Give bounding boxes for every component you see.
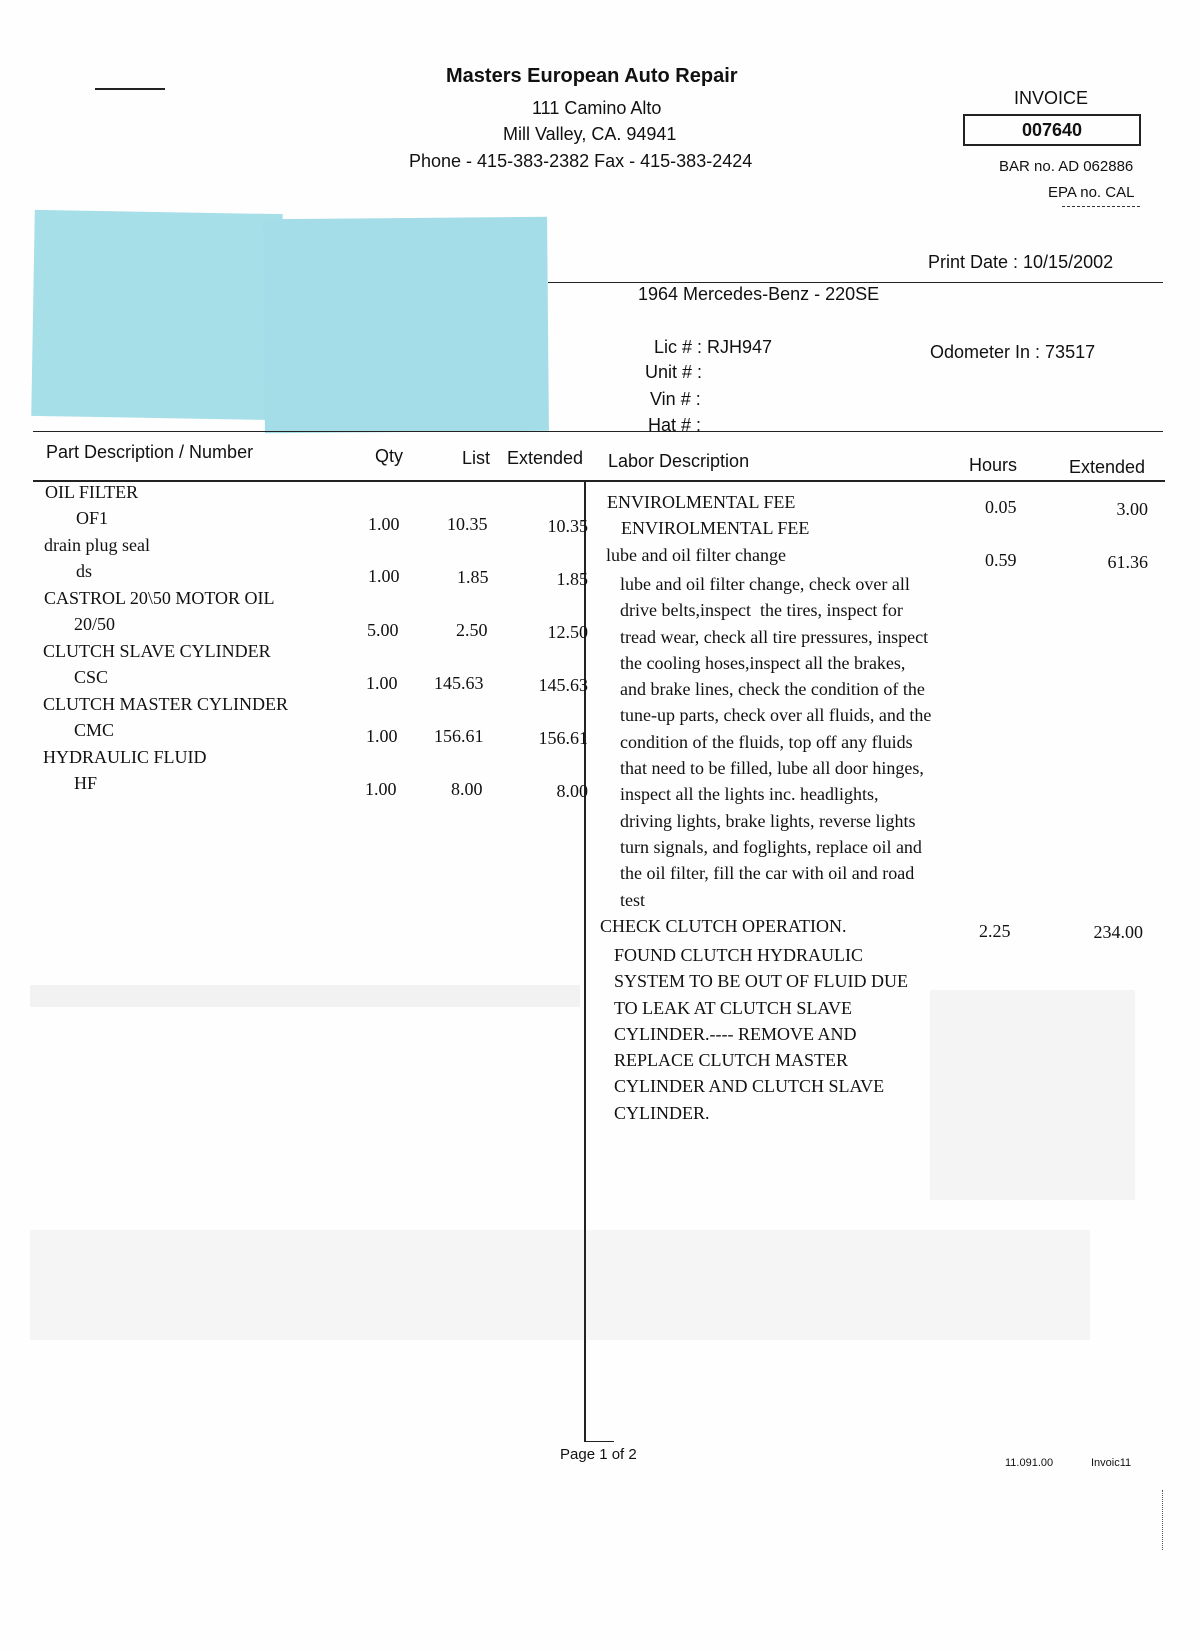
labor-hours: 2.25 [979, 921, 1011, 941]
labor-title: CHECK CLUTCH OPERATION. [600, 916, 847, 936]
part-list: 145.63 [434, 673, 484, 693]
form-code: 11.091.00 [1005, 1457, 1054, 1469]
part-extended: 145.63 [538, 675, 588, 695]
company-phone-fax: Phone - 415-383-2382 Fax - 415-383-2424 [409, 151, 753, 171]
invoice-label: INVOICE [1014, 88, 1089, 108]
part-extended: 10.35 [547, 516, 588, 536]
part-number: 20/50 [74, 614, 116, 634]
part-extended: 8.00 [556, 781, 588, 801]
part-number: ds [76, 561, 93, 581]
part-number: HF [74, 773, 98, 793]
part-number: CSC [74, 667, 109, 687]
bleed-through-shadow [930, 990, 1135, 1200]
part-qty: 1.00 [368, 514, 400, 534]
part-qty: 1.00 [366, 673, 398, 693]
part-name: CLUTCH MASTER CYLINDER [43, 694, 289, 714]
parts-header-extended: Extended [507, 448, 584, 468]
table-header-rule [33, 480, 1165, 482]
invoice-number: 007640 [963, 114, 1141, 146]
part-number: OF1 [76, 508, 109, 528]
labor-detail: lube and oil filter change, check over all drive belts,inspect the tires, inspect for tread wear, check all tire pressures, inspect the cooling hoses,inspect all the brakes, and brake lines, check the condition of the tune-up parts, check over all fluids, and the condition of the fluids, top off any fluids that need to be filled, lube all door hinges, inspect all the lights inc. headlights, driving lights, brake lights, reverse lights turn signals, and foglights, replace oil and the oil filter, fill the car with oil and road test [620, 574, 932, 910]
part-extended: 156.61 [538, 728, 588, 748]
labor-hours: 0.05 [985, 497, 1017, 517]
part-list: 10.35 [447, 514, 488, 534]
labor-hours: 0.59 [985, 550, 1017, 570]
bleed-through-shadow [30, 1230, 1090, 1340]
part-name: HYDRAULIC FLUID [43, 747, 207, 767]
company-address: 111 Camino Alto [532, 98, 662, 118]
part-qty: 1.00 [366, 726, 398, 746]
labor-title: lube and oil filter change [606, 545, 786, 565]
part-name: CASTROL 20\50 MOTOR OIL [44, 588, 275, 608]
labor-detail: FOUND CLUTCH HYDRAULIC SYSTEM TO BE OUT OF FLUID DUE TO LEAK AT CLUTCH SLAVE CYLINDER.---- REMOVE AND REPLACE CLUTCH MASTER CYLINDER AND CLUTCH SLAVE CYLINDER. [614, 945, 909, 1123]
part-list: 2.50 [456, 620, 488, 640]
part-number: CMC [74, 720, 115, 740]
vehicle-title: 1964 Mercedes-Benz - 220SE [638, 284, 880, 304]
page-bottom-tick [584, 1441, 614, 1442]
company-name: Masters European Auto Repair [446, 65, 738, 87]
epa-number: EPA no. CAL [1048, 184, 1135, 201]
epa-dotted-rule [1062, 206, 1140, 207]
labor-title: ENVIROLMENTAL FEE [607, 492, 796, 512]
part-extended: 12.50 [547, 622, 588, 642]
page-number: Page 1 of 2 [560, 1446, 637, 1463]
labor-extended: 61.36 [1107, 552, 1148, 572]
part-list: 156.61 [434, 726, 484, 746]
parts-header-qty: Qty [375, 446, 404, 466]
part-qty: 1.00 [365, 779, 397, 799]
part-extended: 1.85 [556, 569, 588, 589]
margin-dash [95, 88, 165, 90]
form-name: Invoic11 [1091, 1457, 1132, 1469]
bar-number: BAR no. AD 062886 [999, 158, 1134, 175]
labor-extended: 234.00 [1093, 922, 1143, 942]
part-name: drain plug seal [44, 535, 150, 555]
labor-extended: 3.00 [1116, 499, 1148, 519]
labor-detail: ENVIROLMENTAL FEE [621, 518, 810, 538]
labor-header-hours: Hours [969, 455, 1018, 475]
scan-edge-mark [1162, 1490, 1163, 1550]
table-top-rule [33, 431, 1163, 432]
part-name: OIL FILTER [45, 482, 139, 502]
part-name: CLUTCH SLAVE CYLINDER [43, 641, 271, 661]
part-qty: 1.00 [368, 566, 400, 586]
odometer-in: Odometer In : 73517 [930, 342, 1096, 362]
vin-number: Vin # : [650, 389, 701, 409]
hat-number: Hat # : [648, 415, 702, 435]
part-qty: 5.00 [367, 620, 399, 640]
print-date: Print Date : 10/15/2002 [928, 252, 1114, 272]
bleed-through-shadow [30, 985, 580, 1007]
license-number: Lic # : RJH947 [654, 337, 773, 357]
labor-header-extended: Extended [1069, 457, 1146, 477]
part-list: 1.85 [457, 567, 489, 587]
redaction-note-left [31, 210, 283, 420]
parts-header-list: List [462, 448, 491, 468]
redaction-note-right [263, 217, 549, 433]
labor-header-description: Labor Description [608, 451, 750, 471]
unit-number: Unit # : [645, 362, 703, 382]
parts-header-description: Part Description / Number [46, 442, 254, 462]
print-date-rule [548, 282, 1163, 283]
part-list: 8.00 [451, 779, 483, 799]
company-city: Mill Valley, CA. 94941 [503, 124, 677, 144]
